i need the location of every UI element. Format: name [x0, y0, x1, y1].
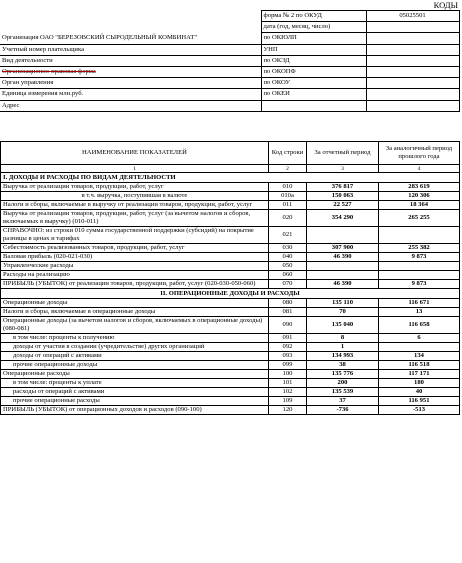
line-code: 101 [269, 379, 307, 388]
indicator-name: Выручка от реализации товаров, продукции, работ, услуг (за вычетом налогов и сборов, включаемых в выручку) (010-011) [1, 210, 269, 227]
header-row [0, 89, 459, 100]
indicator-name: ПРИБЫЛЬ (УБЫТОК) от операционных доходов и расходов (090-100) [1, 406, 269, 415]
line-code: 080 [269, 299, 307, 308]
indicator-name: Валовая прибыль (020-021-030) [1, 253, 269, 262]
previous-period-value: 120 306 [379, 192, 460, 201]
table-row [1, 253, 460, 262]
current-period-value: 37 [307, 397, 379, 406]
line-code: 070 [269, 280, 307, 289]
section-heading: I. ДОХОДЫ И РАСХОДЫ ПО ВИДАМ ДЕЯТЕЛЬНОСТИ [1, 173, 460, 183]
header-code-label: по ОКЭД [261, 55, 366, 66]
header-code-label: дата (год, месяц, число) [261, 22, 366, 33]
table-row [1, 183, 460, 192]
indicator-name: доходы от участия в создании (учредительстве) других организаций [1, 343, 269, 352]
current-period-value: 70 [307, 308, 379, 317]
header-label: Адрес [0, 100, 261, 111]
indicator-name: Себестоимость реализованных товаров, продукции, работ, услуг [1, 244, 269, 253]
indicator-name: в том числе: проценты к получению [1, 334, 269, 343]
column-number-1: 1 [1, 165, 269, 173]
table-row [1, 317, 460, 334]
previous-period-value [379, 343, 460, 352]
column-number-row [1, 165, 460, 173]
current-period-value: 134 993 [307, 352, 379, 361]
line-code: 091 [269, 334, 307, 343]
line-code: 030 [269, 244, 307, 253]
table-row [1, 201, 460, 210]
previous-period-value: 40 [379, 388, 460, 397]
table-row [1, 299, 460, 308]
header-label: Вид деятельности [0, 55, 261, 66]
header-row [0, 44, 459, 55]
current-period-value: 354 290 [307, 210, 379, 227]
header-label: Орган управления [0, 78, 261, 89]
header-label [0, 11, 261, 22]
header-row [0, 11, 459, 22]
header-row [0, 55, 459, 66]
current-period-value: -736 [307, 406, 379, 415]
column-number-3: 3 [307, 165, 379, 173]
table-row [1, 343, 460, 352]
indicator-name: в том числе: проценты к уплате [1, 379, 269, 388]
current-period-value: 135 776 [307, 370, 379, 379]
header-code-value [366, 89, 459, 100]
indicator-name: Операционные расходы [1, 370, 269, 379]
current-period-value: 135 539 [307, 388, 379, 397]
codes-heading: КОДЫ [433, 0, 458, 10]
header-code-value [366, 66, 459, 77]
previous-period-value: 117 171 [379, 370, 460, 379]
current-period-value: 150 063 [307, 192, 379, 201]
current-period-value: 8 [307, 334, 379, 343]
line-code: 020 [269, 210, 307, 227]
form-header-table [0, 10, 460, 112]
previous-period-value: 13 [379, 308, 460, 317]
indicator-name: СПРАВОЧНО: из строки 010 сумма государственной поддержки (субсидий) на покрытие разницы в ценах и тарифах [1, 227, 269, 244]
header-row [0, 22, 459, 33]
table-row [1, 244, 460, 253]
table-row [1, 361, 460, 370]
previous-period-value: 180 [379, 379, 460, 388]
indicator-name: Управленческие расходы [1, 262, 269, 271]
current-period-value [307, 271, 379, 280]
line-code: 011 [269, 201, 307, 210]
line-code: 040 [269, 253, 307, 262]
table-row [1, 352, 460, 361]
indicator-name: в т.ч. выручка, поступившая в валюте [1, 192, 269, 201]
indicator-name: прочие операционные доходы [1, 361, 269, 370]
current-period-value: 38 [307, 361, 379, 370]
table-row [1, 388, 460, 397]
previous-period-value: 18 364 [379, 201, 460, 210]
line-code: 100 [269, 370, 307, 379]
header-code-label: форма № 2 по ОКУД [261, 11, 366, 22]
table-row [1, 227, 460, 244]
line-code: 090 [269, 317, 307, 334]
current-period-value: 46 390 [307, 280, 379, 289]
header-row [0, 100, 459, 111]
column-number-4: 4 [379, 165, 460, 173]
table-row [1, 406, 460, 415]
line-code: 120 [269, 406, 307, 415]
previous-period-value: 116 518 [379, 361, 460, 370]
current-period-value: 376 817 [307, 183, 379, 192]
previous-period-value: 116 951 [379, 397, 460, 406]
current-period-value: 46 390 [307, 253, 379, 262]
table-row [1, 334, 460, 343]
table-row [1, 379, 460, 388]
table-row [1, 192, 460, 201]
previous-period-value: -513 [379, 406, 460, 415]
previous-period-value: 116 671 [379, 299, 460, 308]
header-code-label: по ОКОУ [261, 78, 366, 89]
line-code: 010а [269, 192, 307, 201]
current-period-value [307, 227, 379, 244]
current-period-value [307, 262, 379, 271]
previous-period-value [379, 262, 460, 271]
previous-period-value: 9 873 [379, 280, 460, 289]
indicator-name: ПРИБЫЛЬ (УБЫТОК) от реализации товаров, продукции, работ, услуг (020-030-050-060) [1, 280, 269, 289]
header-code-label [261, 100, 366, 111]
header-row [0, 78, 459, 89]
previous-period-value: 134 [379, 352, 460, 361]
line-code: 021 [269, 227, 307, 244]
current-period-value: 1 [307, 343, 379, 352]
header-code-label: по ОКЮЛП [261, 33, 366, 44]
line-code: 092 [269, 343, 307, 352]
section-heading-row [1, 289, 460, 299]
current-period-value: 307 900 [307, 244, 379, 253]
header-code-label: УНП [261, 44, 366, 55]
header-code-value: 05025501 [366, 11, 459, 22]
header-label: Учетный номер плательщика [0, 44, 261, 55]
column-number-2: 2 [269, 165, 307, 173]
column-header-row [1, 142, 460, 165]
indicators-table [0, 141, 460, 415]
table-row [1, 271, 460, 280]
indicator-name: доходы от операций с активами [1, 352, 269, 361]
header-code-value [366, 100, 459, 111]
line-code: 060 [269, 271, 307, 280]
current-period-value: 200 [307, 379, 379, 388]
indicator-name: Выручка от реализации товаров, продукции, работ, услуг [1, 183, 269, 192]
header-code-label: по ОКОПФ [261, 66, 366, 77]
indicator-name: Налоги и сборы, включаемые в операционные доходы [1, 308, 269, 317]
indicator-name: прочие операционные расходы [1, 397, 269, 406]
header-label: Организация ОАО "БЕРЕЗОВСКИЙ СЫРОДЕЛЬНЫЙ КОМБИНАТ" [0, 33, 261, 44]
current-period-value: 135 040 [307, 317, 379, 334]
previous-period-value: 116 658 [379, 317, 460, 334]
header-code-value [366, 55, 459, 66]
indicator-name: Операционные доходы [1, 299, 269, 308]
current-period-value: 22 527 [307, 201, 379, 210]
section-heading-row [1, 173, 460, 183]
header-row [0, 66, 459, 77]
line-code: 010 [269, 183, 307, 192]
line-code: 109 [269, 397, 307, 406]
header-code-value [366, 33, 459, 44]
indicator-name: Операционные доходы (за вычетом налогов и сборов, включаемых в операционные доходы) (080-081) [1, 317, 269, 334]
header-label [0, 22, 261, 33]
column-header-previous: За аналогичный период прошлого года [379, 142, 460, 165]
previous-period-value: 6 [379, 334, 460, 343]
header-row [0, 33, 459, 44]
line-code: 102 [269, 388, 307, 397]
header-label: Единица измерения млн.руб. [0, 89, 261, 100]
previous-period-value: 9 873 [379, 253, 460, 262]
section-heading: II. ОПЕРАЦИОННЫЕ ДОХОДЫ И РАСХОДЫ [1, 289, 460, 299]
table-row [1, 262, 460, 271]
previous-period-value: 265 255 [379, 210, 460, 227]
table-row [1, 370, 460, 379]
line-code: 093 [269, 352, 307, 361]
table-row [1, 210, 460, 227]
indicator-name: Налоги и сборы, включаемые в выручку от реализации товаров, продукции, работ, услуг [1, 201, 269, 210]
column-header-current: За отчетный период [307, 142, 379, 165]
previous-period-value [379, 227, 460, 244]
line-code: 081 [269, 308, 307, 317]
previous-period-value: 283 619 [379, 183, 460, 192]
header-code-value [366, 78, 459, 89]
table-row [1, 308, 460, 317]
previous-period-value [379, 271, 460, 280]
header-code-value [366, 44, 459, 55]
column-header-name: НАИМЕНОВАНИЕ ПОКАЗАТЕЛЕЙ [1, 142, 269, 165]
line-code: 050 [269, 262, 307, 271]
table-row [1, 397, 460, 406]
column-header-code: Код строки [269, 142, 307, 165]
table-row [1, 280, 460, 289]
indicator-name: расходы от операций с активами [1, 388, 269, 397]
header-code-label: по ОКЕИ [261, 89, 366, 100]
previous-period-value: 255 382 [379, 244, 460, 253]
line-code: 099 [269, 361, 307, 370]
current-period-value: 135 110 [307, 299, 379, 308]
header-label: Организационно-правовая форма [0, 66, 261, 77]
indicator-name: Расходы на реализацию [1, 271, 269, 280]
header-code-value [366, 22, 459, 33]
